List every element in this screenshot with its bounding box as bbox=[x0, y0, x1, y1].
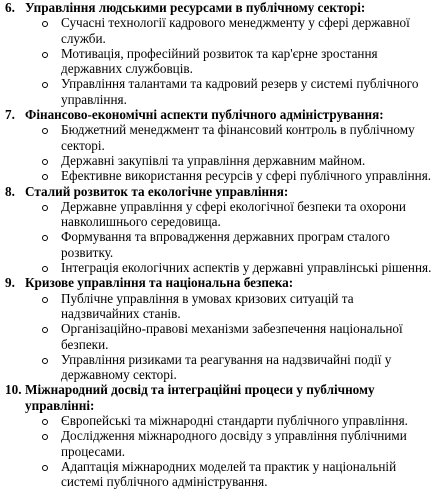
bullet-circle-icon bbox=[42, 358, 48, 364]
bullet-circle-icon bbox=[42, 52, 48, 58]
section-number: 6. bbox=[5, 0, 15, 15]
section-number: 7. bbox=[5, 107, 15, 123]
bullet-circle-icon bbox=[42, 419, 48, 425]
list-item bbox=[0, 76, 439, 107]
list-item-text: Ефективне використання ресурсів у сфері публічного управління. bbox=[61, 168, 432, 184]
list-item bbox=[0, 352, 439, 383]
list-item-text: Управління талантами та кадровий резерв у системі публічного управління. bbox=[61, 76, 419, 107]
list-item bbox=[0, 153, 439, 168]
bullet-circle-icon bbox=[42, 128, 48, 134]
list-item-text: Мотивація, професійний розвиток та кар'єрне зростання державних службовців. bbox=[61, 45, 378, 77]
list-item bbox=[0, 321, 439, 352]
bullet-list bbox=[0, 291, 439, 383]
section-7 bbox=[0, 107, 439, 183]
section-9 bbox=[0, 275, 439, 382]
list-item-text: Державне управління у сфері екологічної безпеки та охорони навколишнього середовища. bbox=[61, 198, 406, 230]
section-heading bbox=[0, 0, 439, 15]
section-title: Кризове управління та національна безпека: bbox=[25, 275, 294, 291]
list-item-text: Державні закупівлі та управління державним майном. bbox=[61, 152, 366, 168]
list-item-text: Публічне управління в умовах кризових ситуацій та надзвичайних станів. bbox=[61, 290, 354, 321]
bullet-list bbox=[0, 15, 439, 107]
bullet-circle-icon bbox=[42, 205, 48, 211]
list-item bbox=[0, 199, 439, 230]
section-heading bbox=[0, 107, 439, 122]
list-item-text: Інтеграція екологічних аспектів у державні управлінські рішення. bbox=[61, 260, 432, 276]
section-number: 9. bbox=[5, 275, 15, 291]
list-item bbox=[0, 15, 439, 46]
list-item bbox=[0, 291, 439, 322]
section-title: Управління людськими ресурсами в публічному секторі: bbox=[25, 0, 366, 15]
section-number: 8. bbox=[5, 183, 15, 199]
list-item-text: Бюджетний менеджмент та фінансовий контроль в публічному секторі. bbox=[61, 122, 415, 153]
bullet-list bbox=[0, 413, 439, 489]
section-title: Міжнародний досвід та інтеграційні процеси у публічному управлінні: bbox=[25, 382, 375, 413]
bullet-circle-icon bbox=[42, 434, 48, 440]
section-8 bbox=[0, 184, 439, 276]
list-item-text: Дослідження міжнародного досвіду з управління публічними процесами. bbox=[61, 428, 407, 459]
list-item-text: Європейські та міжнародні стандарти публічного управління. bbox=[61, 413, 408, 429]
section-number: 10. bbox=[5, 382, 22, 398]
bullet-circle-icon bbox=[42, 174, 48, 180]
section-heading bbox=[0, 382, 439, 413]
section-title: Фінансово-економічні аспекти публічного адміністрування: bbox=[25, 107, 384, 123]
bullet-circle-icon bbox=[42, 266, 48, 272]
bullet-list bbox=[0, 199, 439, 275]
list-item-text: Адаптація міжнародних моделей та практик у національній системі публічного адміністрування. bbox=[61, 458, 397, 490]
list-item bbox=[0, 168, 439, 183]
section-title: Сталий розвиток та екологічне управління: bbox=[25, 183, 289, 199]
bullet-circle-icon bbox=[42, 82, 48, 88]
bullet-list bbox=[0, 122, 439, 183]
section-heading bbox=[0, 184, 439, 199]
bullet-circle-icon bbox=[42, 327, 48, 333]
bullet-circle-icon bbox=[42, 235, 48, 241]
bullet-circle-icon bbox=[42, 297, 48, 303]
bullet-circle-icon bbox=[42, 159, 48, 165]
section-heading bbox=[0, 275, 439, 290]
section-10 bbox=[0, 382, 439, 489]
list-item-text: Формування та впровадження державних програм сталого розвитку. bbox=[61, 229, 390, 260]
list-item-text: Сучасні технології кадрового менеджменту у сфері державної служби. bbox=[61, 15, 410, 46]
list-item bbox=[0, 122, 439, 153]
bullet-circle-icon bbox=[42, 465, 48, 471]
list-item bbox=[0, 229, 439, 260]
section-6 bbox=[0, 0, 439, 107]
list-item bbox=[0, 459, 439, 490]
list-item-text: Управління ризиками та реагування на надзвичайні події у державному секторі. bbox=[61, 351, 392, 383]
list-item bbox=[0, 413, 439, 428]
list-item bbox=[0, 46, 439, 77]
list-item bbox=[0, 428, 439, 459]
list-item bbox=[0, 260, 439, 275]
bullet-circle-icon bbox=[42, 21, 48, 27]
list-item-text: Організаційно-правові механізми забезпечення національної безпеки. bbox=[61, 321, 403, 352]
